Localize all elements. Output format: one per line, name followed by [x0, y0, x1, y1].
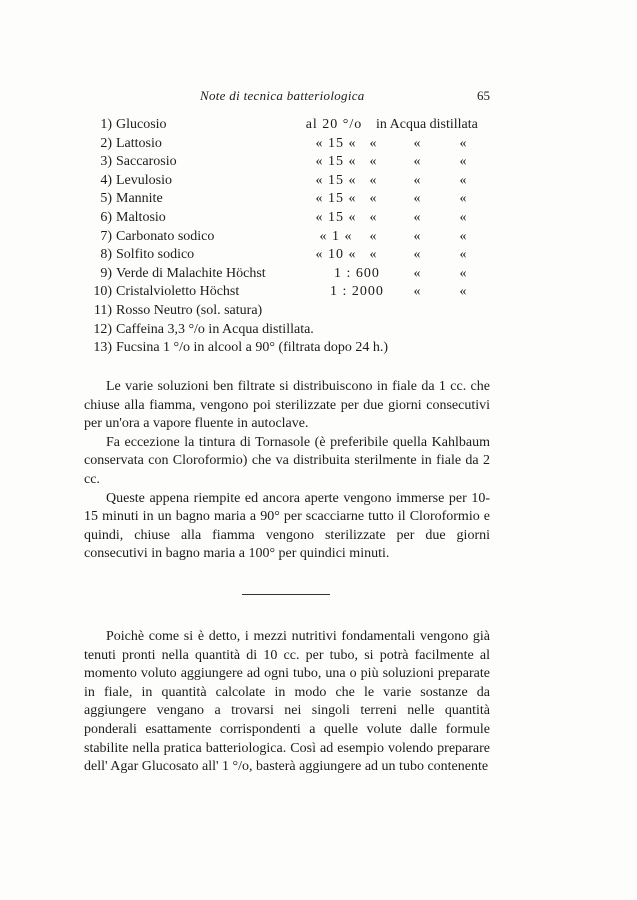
item-number: 3)	[100, 154, 112, 170]
item-number: 1)	[100, 117, 112, 132]
item-concentration: 1 : 600	[334, 265, 380, 281]
item-number: 11)	[93, 302, 112, 318]
ditto-mark: «	[369, 154, 377, 170]
section-usage	[84, 628, 490, 777]
paragraph: Poichè come si è detto, i mezzi nutritivi fondamentali vengono già tenuti pronti nella quantità di 10 cc. per tubo, si potrà facilmente al momento voluto aggiungere ad ogni tubo, una o più soluzioni preparate in fiale, in quantità calcolate in modo che le varie sostanze da aggiungere vengano a trovarsi nei singoli terreni nelle quantità ponderali esattamente corrispondenti a quelle volute dalle formule stabilite nella pratica batteriologica. Così ad esempio volendo preparare dell' Agar Glucosato all' 1 °/o, basterà aggiungere ad un tubo contenente	[84, 629, 490, 775]
item-text: Rosso Neutro (sol. satura)	[116, 302, 263, 318]
ditto-mark: «	[369, 135, 377, 151]
list-item	[84, 339, 490, 358]
ditto-mark: «	[413, 247, 421, 263]
section-divider	[242, 594, 330, 595]
item-text: Caffeina 3,3 °/o in Acqua distillata.	[116, 321, 314, 337]
ditto-mark: «	[413, 172, 421, 188]
item-number: 9)	[100, 265, 112, 281]
item-number: 5)	[100, 191, 112, 207]
item-name: Cristalvioletto Höchst	[116, 284, 240, 300]
ditto-mark: «	[413, 191, 421, 207]
item-number: 7)	[100, 228, 112, 244]
ditto-mark: «	[413, 265, 421, 281]
list-item	[84, 321, 490, 340]
list-item	[84, 153, 490, 172]
item-number: 10)	[93, 284, 112, 300]
running-title: Note di tecnica batteriologica	[200, 88, 365, 103]
item-number: 13)	[93, 340, 112, 356]
ditto-mark: «	[369, 247, 377, 263]
ditto-mark: «	[459, 209, 467, 225]
item-concentration: 1 : 2000	[330, 284, 384, 300]
page-number: 65	[477, 88, 490, 103]
item-solvent: in Acqua distillata	[376, 117, 478, 132]
ditto-mark: «	[413, 228, 421, 244]
ditto-mark: «	[459, 135, 467, 151]
item-concentration: « 15 «	[315, 172, 357, 188]
ditto-mark: «	[459, 284, 467, 300]
item-concentration: « 15 «	[315, 135, 357, 151]
item-number: 6)	[100, 209, 112, 225]
item-number: 2)	[100, 135, 112, 151]
paragraph: Fa eccezione la tintura di Tornasole (è preferibile quella Kahlbaum conservata con Cloroformio) che va distribuita sterilmente in fiale da 2 cc.	[84, 434, 490, 487]
item-name: Saccarosio	[116, 154, 177, 170]
ditto-mark: «	[369, 209, 377, 225]
item-concentration: « 15 «	[315, 154, 357, 170]
list-item	[84, 135, 490, 154]
ditto-mark: «	[459, 228, 467, 244]
item-name: Levulosio	[116, 172, 172, 188]
list-item	[84, 283, 490, 302]
solutions-list	[84, 116, 490, 358]
ditto-mark: «	[413, 154, 421, 170]
item-name: Glucosio	[116, 117, 167, 132]
ditto-mark: «	[413, 284, 421, 300]
item-concentration: « 10 «	[315, 247, 357, 263]
paragraph: Queste appena riempite ed ancora aperte vengono immerse per 10-15 minuti in un bagno maria a 90° per scacciarne tutto il Cloroformio e quindi, chiuse alla fiamma vengono sterilizzate per due giorni consecutivi in bagno maria a 100° per quindici minuti.	[84, 490, 490, 562]
running-header	[84, 88, 490, 106]
list-item	[84, 246, 490, 265]
item-concentration: « 15 «	[315, 209, 357, 225]
item-text: Fucsina 1 °/o in alcool a 90° (filtrata dopo 24 h.)	[116, 340, 389, 356]
ditto-mark: «	[369, 172, 377, 188]
list-item	[84, 265, 490, 284]
item-concentration: « 1 «	[319, 228, 353, 244]
list-item	[84, 209, 490, 228]
item-number: 12)	[93, 321, 112, 337]
item-name: Verde di Malachite Höchst	[116, 265, 266, 281]
item-name: Mannite	[116, 191, 163, 207]
ditto-mark: «	[459, 265, 467, 281]
item-name: Carbonato sodico	[116, 228, 215, 244]
ditto-mark: «	[369, 228, 377, 244]
list-item	[84, 302, 490, 321]
list-item	[84, 172, 490, 191]
item-number: 4)	[100, 172, 112, 188]
ditto-mark: «	[459, 191, 467, 207]
paragraph: Le varie soluzioni ben filtrate si distribuiscono in fiale da 1 cc. che chiuse alla fiamma, vengono poi sterilizzate per due giorni consecutivi per un'ora a vapore fluente in autoclave.	[84, 379, 490, 432]
list-item	[84, 116, 490, 135]
item-name: Maltosio	[116, 209, 166, 225]
ditto-mark: «	[413, 135, 421, 151]
section-sterilization	[84, 378, 490, 564]
item-name: Lattosio	[116, 135, 162, 151]
item-number: 8)	[100, 247, 112, 263]
list-item	[84, 190, 490, 209]
ditto-mark: «	[413, 209, 421, 225]
item-concentration: « 15 «	[315, 191, 357, 207]
item-name: Solfito sodico	[116, 247, 195, 263]
ditto-mark: «	[369, 191, 377, 207]
ditto-mark: «	[459, 154, 467, 170]
ditto-mark: «	[459, 247, 467, 263]
list-item	[84, 228, 490, 247]
item-concentration: al 20 °/o	[305, 117, 363, 132]
ditto-mark: «	[459, 172, 467, 188]
